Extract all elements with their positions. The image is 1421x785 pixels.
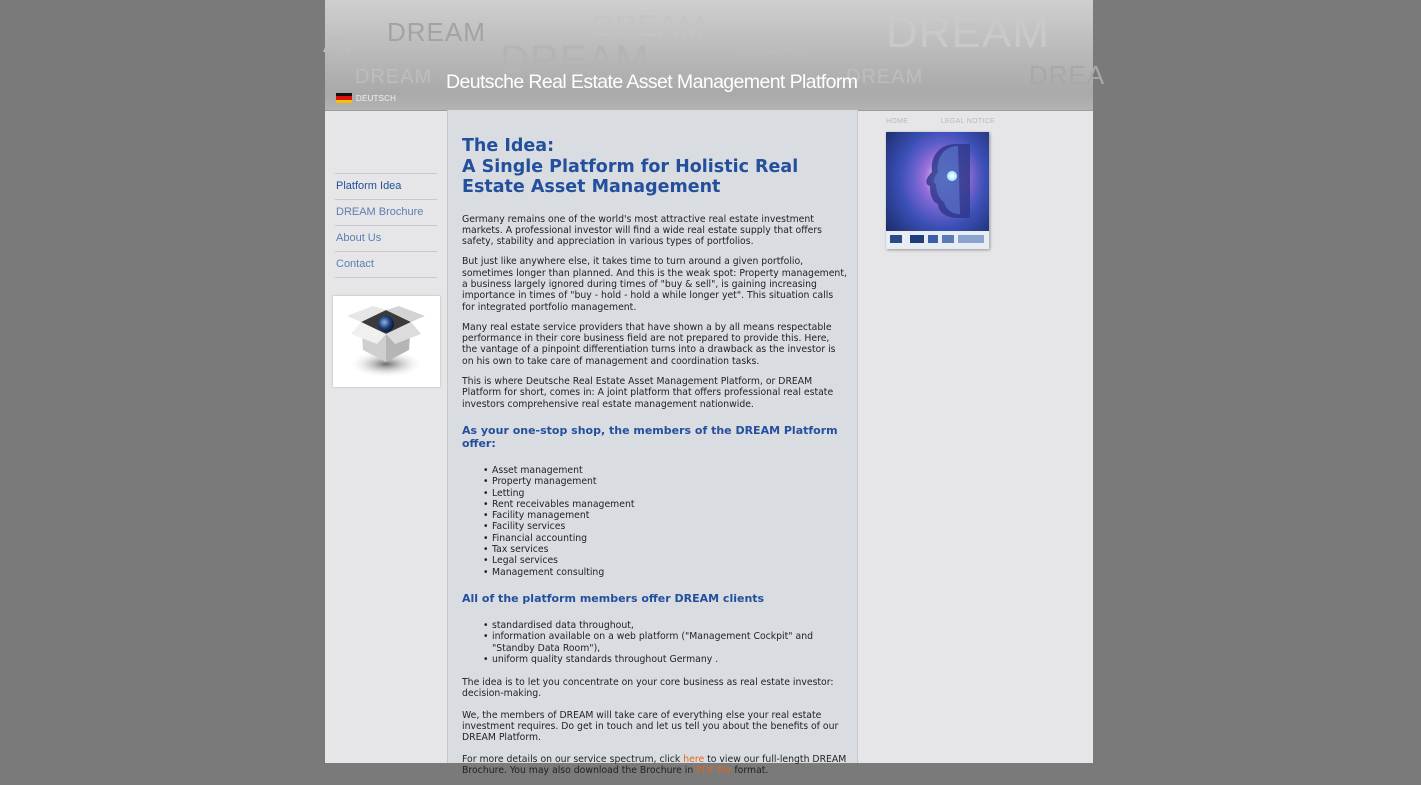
sidebar bbox=[325, 110, 447, 763]
list-item: • Tax services bbox=[492, 544, 847, 555]
list-item: • Property management bbox=[492, 476, 847, 487]
details-text: format. bbox=[731, 764, 769, 776]
details-paragraph bbox=[462, 754, 847, 777]
benefits-list bbox=[462, 620, 847, 665]
watermark-text: DREAM bbox=[846, 66, 924, 88]
list-item: • Management consulting bbox=[492, 567, 847, 578]
list-item: • Asset management bbox=[492, 465, 847, 476]
watermark-text: DREAM bbox=[387, 17, 486, 47]
page bbox=[323, 0, 1106, 776]
watermark-text: DREAM bbox=[500, 38, 650, 82]
title-line-1: The Idea: bbox=[462, 136, 555, 156]
list-item: • Legal services bbox=[492, 555, 847, 566]
home-link[interactable]: HOME bbox=[886, 118, 909, 125]
watermark-text: DREAM bbox=[886, 8, 1050, 57]
title-line-2: A Single Platform for Holistic Real Estate Asset Management bbox=[462, 156, 799, 197]
nav-item-about-us[interactable]: About Us bbox=[335, 226, 437, 252]
main-nav bbox=[335, 173, 437, 278]
closing-paragraph: The idea is to let you concentrate on your core business as real estate investor: decision-making. bbox=[462, 677, 834, 700]
site-title: Deutsche Real Estate Asset Management Platform bbox=[446, 71, 858, 93]
brochure-cover-image[interactable] bbox=[886, 132, 989, 249]
services-heading: As your one-stop shop, the members of the DREAM Platform offer: bbox=[462, 423, 838, 450]
nav-item-contact[interactable]: Contact bbox=[335, 252, 437, 278]
intro-paragraph: This is where Deutsche Real Estate Asset Management Platform, or DREAM Platform for short, comes in: A joint platform that offers professional real estate investors comprehensive real estate management nationwide. bbox=[462, 376, 834, 410]
pdf-file-link[interactable]: PDF file bbox=[696, 764, 732, 776]
header-banner bbox=[323, 0, 1106, 111]
brochure-here-link[interactable]: here bbox=[683, 753, 705, 765]
watermark-text: AM bbox=[323, 32, 358, 57]
list-item: • Financial accounting bbox=[492, 533, 847, 544]
details-text: to view our full-length DREAM Brochure. You may also download the Brochure in bbox=[462, 753, 847, 776]
closing-paragraph: We, the members of DREAM will take care of everything else your real estate investment requires. Do get in touch and let us tell you about the benefits of our DREAM Platform. bbox=[462, 709, 839, 744]
list-item: • standardised data throughout, bbox=[492, 620, 847, 631]
list-item: • uniform quality standards throughout Germany . bbox=[492, 654, 847, 665]
open-box-globe-image bbox=[333, 296, 440, 387]
list-item: • Rent receivables management bbox=[492, 499, 847, 510]
intro-paragraph: But just like anywhere else, it takes time to turn around a given portfolio, sometimes longer than planned. And this is the weak spot: Property management, a business largely ignored during times of "buy & sell", is gaining increasing importance in times of "buy - hold - hold a while longer yet". This situation calls for integrated portfolio management. bbox=[462, 256, 847, 313]
watermark-text: DREAM bbox=[739, 37, 810, 57]
intro-paragraph: Many real estate service providers that have shown a by all means respectable performance in their core business field are not prepared to provide this. Here, the vantage of a pinpoint differentiation turns into a drawback as the investor is on his own to take care of management and coordination tasks. bbox=[462, 321, 836, 367]
language-switch-link[interactable] bbox=[336, 93, 396, 103]
watermark-text: DREAM bbox=[355, 66, 433, 88]
page-title bbox=[462, 136, 847, 198]
list-item: • information available on a web platform ("Management Cockpit" and "Standby Data Room"), bbox=[492, 631, 847, 654]
list-item: • Facility management bbox=[492, 510, 847, 521]
intro-paragraph: Germany remains one of the world's most attractive real estate investment markets. A professional investor will find a wide real estate supply that offers safety, stability and appreciation in various types of portfolios. bbox=[462, 213, 823, 248]
german-flag-icon bbox=[336, 93, 352, 103]
language-label: DEUTSCH bbox=[356, 93, 397, 103]
legal-notice-link[interactable]: LEGAL NOTICE bbox=[940, 118, 996, 125]
right-column bbox=[857, 110, 1093, 763]
details-text: For more details on our service spectrum, click bbox=[462, 753, 684, 765]
main-content bbox=[447, 110, 858, 776]
services-list bbox=[462, 465, 847, 578]
watermark-text: DREA bbox=[1029, 60, 1106, 90]
list-item: • Letting bbox=[492, 488, 847, 499]
nav-item-dream-brochure[interactable]: DREAM Brochure bbox=[335, 200, 437, 226]
nav-item-platform-idea[interactable]: Platform Idea bbox=[335, 174, 437, 200]
list-item: • Facility services bbox=[492, 521, 847, 532]
benefits-heading: All of the platform members offer DREAM clients bbox=[462, 591, 765, 605]
top-links bbox=[886, 118, 995, 125]
watermark-text: DREAM bbox=[592, 10, 706, 43]
